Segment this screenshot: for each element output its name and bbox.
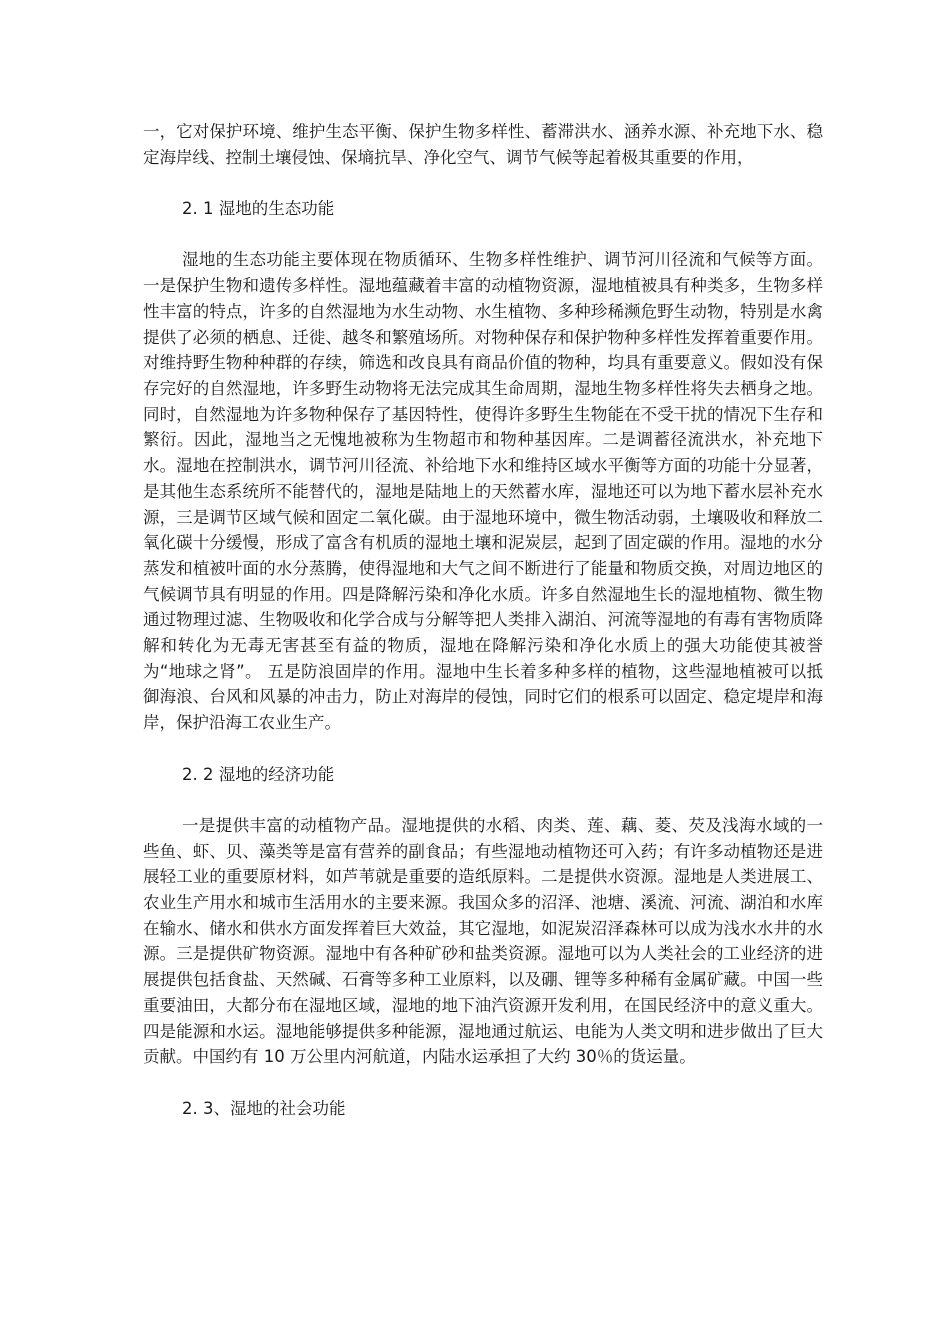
section-heading-2-1: 2. 1 湿地的生态功能	[182, 199, 335, 219]
intro-paragraph: 一，它对保护环境、维护生态平衡、保护生物多样性、蓄滞洪水、涵养水源、补充地下水、稳定海岸线、控制土壤侵蚀、保墒抗旱、净化空气、调节气候等起着极其重要的作用，	[143, 122, 823, 167]
spacer	[143, 736, 823, 762]
section-2-1-body: 湿地的生态功能主要体现在物质循环、生物多样性维护、调节河川径流和气候等方面。一是保护生物和遗传多样性。湿地蕴藏着丰富的动植物资源，湿地植被具有种类多，生物多样性丰富的特点，许多的自然湿地为水生动物、水生植物、多种珍稀濒危野生动物，特别是水禽提供了必须的栖息、迁徙、越冬和繁殖场所。对物种保存和保护物种多样性发挥着重要作用。对维持野生物种种群的存续，筛选和改良具有商品价值的物种，均具有重要意义。假如没有保存完好的自然湿地，许多野生动物将无法完成其生命周期，湿地生物多样性将失去栖身之地。同时，自然湿地为许多物种保存了基因特性，使得许多野生生物能在不受干扰的情况下生存和繁衍。因此，湿地当之无愧地被称为生物超市和物种基因库。二是调蓄径流洪水，补充地下水。湿地在控制洪水，调节河川径流、补给地下水和维持区域水平衡等方面的功能十分显著，是其他生态系统所不能替代的，湿地是陆地上的天然蓄水库，湿地还可以为地下蓄水层补充水源，三是调节区域气候和固定二氧化碳。由于湿地环境中，微生物活动弱，土壤吸收和释放二氧化碳十分缓慢，形成了富含有机质的湿地土壤和泥炭层，起到了固定碳的作用。湿地的水分蒸发和植被叶面的水分蒸腾，使得湿地和大气之间不断进行了能量和物质交换，对周边地区的气候调节具有明显的作用。四是降解污染和净化水质。许多自然湿地生长的湿地植物、微生物通过物理过滤、生物吸收和化学合成与分解等把人类排入湖泊、河流等湿地的有毒有害物质降解和转化为无毒无害甚至有益的物质，湿地在降解污染和净化水质上的强大功能使其被誉为“地球之肾”。 五是防浪固岸的作用。湿地中生长着多种多样的植物，这些湿地植被可以抵御海浪、台风和风暴的冲击力，防止对海岸的侵蚀，同时它们的根系可以固定、稳定堤岸和海岸，保护沿海工农业生产。	[143, 250, 823, 733]
section-heading-2-3: 2. 3、湿地的社会功能	[182, 1098, 346, 1118]
spacer	[143, 787, 823, 813]
spacer	[143, 1070, 823, 1096]
spacer	[143, 222, 823, 248]
document-page	[143, 119, 823, 1121]
section-2-2-body: 一是提供丰富的动植物产品。湿地提供的水稻、肉类、莲、藕、菱、芡及浅海水域的一些鱼、虾、贝、藻类等是富有营养的副食品；有些湿地动植物还可入药；有许多动植物还是进展轻工业的重要原材料，如芦苇就是重要的造纸原料。二是提供水资源。湿地是人类进展工、农业生产用水和城市生活用水的主要来源。我国众多的沼泽、池塘、溪流、河流、湖泊和水库在输水、储水和供水方面发挥着巨大效益，其它湿地，如泥炭沼泽森林可以成为浅水水井的水源。三是提供矿物资源。湿地中有各种矿砂和盐类资源。湿地可以为人类社会的工业经济的进展提供包括食盐、天然碱、石膏等多种工业原料，以及硼、锂等多种稀有金属矿藏。中国一些重要油田，大都分布在湿地区域，湿地的地下油汽资源开发利用，在国民经济中的意义重大。四是能源和水运。湿地能够提供多种能源，湿地通过航运、电能为人类文明和进步做出了巨大贡献。中国约有 10 万公里内河航道，内陆水运承担了大约 30％的货运量。	[143, 815, 823, 1067]
spacer	[143, 170, 823, 196]
section-heading-2-2: 2. 2 湿地的经济功能	[182, 764, 335, 784]
